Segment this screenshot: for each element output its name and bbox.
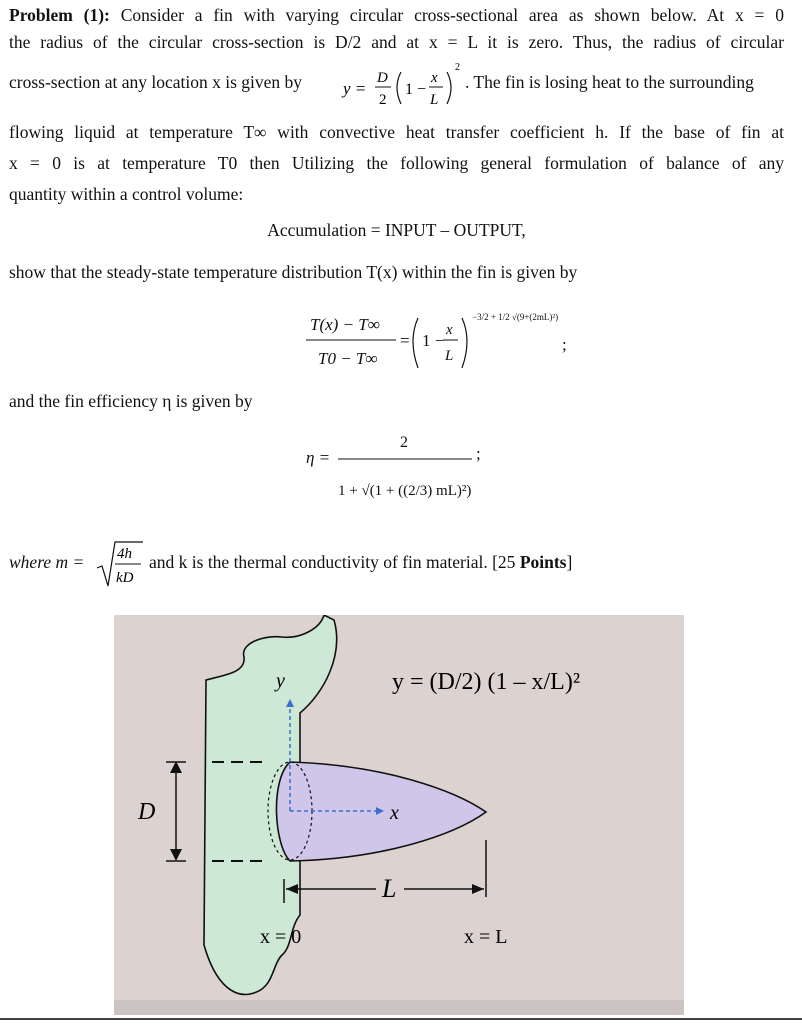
show-text: show that the steady-state temperature distribution T(x) within the fin is given by	[9, 262, 578, 282]
fig-label-x: x	[390, 802, 399, 824]
radius-equation	[339, 62, 479, 112]
fig-equation: y = (D/2) (1 – x/L)²	[392, 669, 581, 695]
bottom-rule	[0, 1018, 802, 1020]
radius-frac-num: D	[377, 70, 388, 86]
fig-label-D: D	[138, 799, 156, 825]
efficiency-equation	[304, 425, 504, 522]
where-post: and k is the thermal conductivity of fin material. [25	[149, 552, 516, 572]
temp-rhs: 1 −	[422, 331, 445, 350]
problem-line-1	[9, 0, 784, 30]
svg-text:L: L	[445, 348, 454, 364]
eff-num: 2	[400, 434, 408, 451]
where-line	[9, 538, 784, 594]
problem-line-6: quantity within a control volume:	[9, 184, 244, 204]
figure-bottom-strip	[114, 1000, 684, 1015]
balance-statement: Accumulation = INPUT – OUTPUT,	[267, 220, 526, 240]
m-num: 4h	[117, 546, 132, 562]
temp-numerator: T(x) − T∞	[310, 315, 380, 334]
radius-frac-den: 2	[379, 92, 387, 108]
temp-end: ;	[562, 335, 567, 354]
eff-lhs: η =	[306, 448, 331, 467]
radius-exp: 2	[455, 62, 460, 73]
fin-figure	[114, 615, 684, 1015]
m-den: kD	[116, 570, 134, 586]
eff-end: ;	[476, 444, 481, 463]
problem-line-5: x = 0 is at temperature T0 then Utilizing the following general formulation of balance of any	[9, 153, 784, 173]
fig-label-x0: x = 0	[260, 926, 302, 948]
radius-lhs: y =	[343, 79, 367, 98]
fig-label-y: y	[276, 670, 285, 692]
fig-label-xL: x = L	[464, 926, 508, 948]
line3-post-text: . The fin is losing heat to the surrounding	[465, 72, 754, 92]
radius-L: L	[430, 92, 439, 108]
problem-line-3	[9, 62, 784, 112]
fig-label-L: L	[382, 874, 397, 903]
svg-text:=: =	[400, 331, 410, 350]
eff-den: 1 + √(1 + ((2/3) mL)²)	[338, 483, 472, 499]
temp-denominator: T0 − T∞	[318, 349, 378, 368]
efficiency-text: and the fin efficiency η is given by	[9, 391, 253, 411]
problem-line1-text: Consider a fin with varying circular cross-sectional area as shown below. At x = 0	[120, 5, 784, 25]
problem-line-2: the radius of the circular cross-section is D/2 and at x = L it is zero. Thus, the radius of circular	[9, 32, 784, 52]
temp-exponent: −3/2 + 1/2 √(9+(2mL)²)	[472, 312, 559, 322]
where-pre: where m =	[9, 552, 85, 572]
m-definition	[95, 538, 145, 594]
problem-line-4: flowing liquid at temperature T∞ with convective heat transfer coefficient h. If the base of fin at	[9, 122, 784, 142]
points-word: Points	[519, 552, 567, 572]
radius-x: x	[431, 70, 438, 86]
svg-text:x: x	[446, 322, 453, 338]
radius-paren: 1 −	[405, 81, 427, 98]
points-close: ]	[566, 552, 573, 572]
temperature-equation	[300, 300, 590, 385]
problem-label: Problem (1):	[9, 5, 110, 25]
where-post-line	[149, 552, 572, 573]
line3-pre-text: cross-section at any location x is given by	[9, 72, 303, 92]
